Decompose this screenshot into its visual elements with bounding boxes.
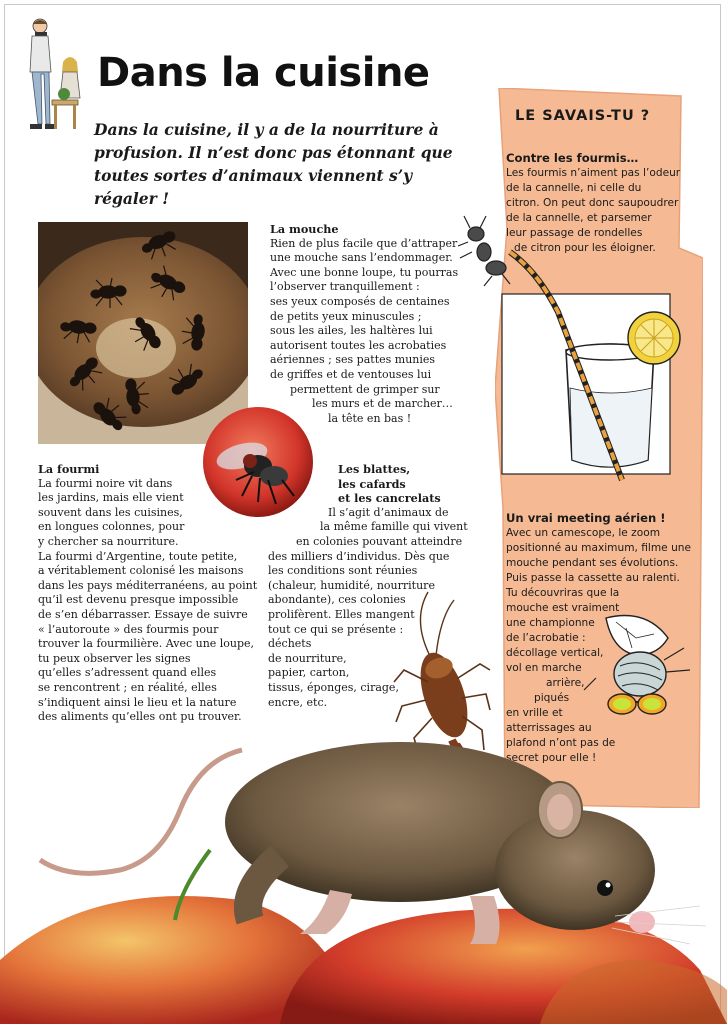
blattes-line: Il s’agit d’animaux de	[328, 505, 449, 519]
blattes-line: prolifèrent. Elles mangent	[268, 607, 415, 621]
meeting-tip-line: une championne	[506, 617, 595, 629]
mouche-line: ses yeux composés de centaines	[270, 294, 450, 308]
mouche-line: permettent de grimper sur	[290, 382, 440, 396]
meeting-tip-line: décollage vertical,	[506, 647, 604, 659]
blattes-line: tout ce qui se présente :	[268, 622, 404, 636]
mouche-heading: La mouche	[270, 222, 339, 236]
fly-drawing-icon	[576, 608, 696, 720]
mouche-line: Rien de plus facile que d’attraper	[270, 236, 458, 250]
blattes-heading: et les cancrelats	[338, 491, 441, 506]
fourmi-line: tu peux observer les signes	[38, 651, 191, 665]
fourmi-line: dans les pays méditerranéens, au point	[38, 578, 258, 592]
fourmi-line: les jardins, mais elle vient	[38, 491, 184, 505]
blattes-line: (chaleur, humidité, nourriture	[268, 578, 435, 592]
mouche-line: Avec une bonne loupe, tu pourras	[270, 265, 459, 279]
fourmi-line: La fourmi noire vit dans	[38, 476, 173, 490]
mouche-line: sous les ailes, les haltères lui	[270, 324, 433, 338]
fourmi-heading: La fourmi	[38, 462, 100, 476]
blattes-line: papier, carton,	[268, 666, 350, 680]
meeting-tip-line: piqués	[534, 692, 570, 704]
meeting-tip-line: plafond n’ont pas de	[506, 737, 616, 749]
page-title: Dans la cuisine	[97, 50, 430, 96]
fourmis-tip-heading: Contre les fourmis…	[506, 151, 639, 165]
blattes-heading: les cafards	[338, 476, 406, 491]
blattes-line: en colonies pouvant atteindre	[296, 534, 463, 548]
meeting-tip-line: mouche est vraiment	[506, 602, 620, 614]
mouche-line: l’observer tranquillement :	[270, 280, 420, 294]
fourmis-tip-line: leur passage de rondelles	[506, 227, 643, 239]
fourmi-line: souvent dans les cuisines,	[38, 505, 183, 519]
meeting-tip-line: Avec un camescope, le zoom	[506, 527, 661, 539]
blattes-line: tissus, éponges, cirage,	[268, 680, 399, 694]
intro-text: Dans la cuisine, il y a de la nourriture à profusion. Il n’est donc pas étonnant que toutes sortes d’animaux viennent s’y régaler !	[94, 120, 453, 208]
fourmi-line: La fourmi d’Argentine, toute petite,	[38, 549, 238, 563]
blattes-line: abondante), ces colonies	[268, 593, 406, 607]
blattes-line: de nourriture,	[268, 651, 347, 665]
fourmis-tip-line: Les fourmis n’aiment pas l’odeur	[506, 167, 681, 179]
mouche-line: la tête en bas !	[328, 411, 412, 425]
mouche-line: autorisent toutes les acrobaties	[270, 338, 447, 352]
meeting-tip-line: mouche pendant ses évolutions.	[506, 557, 679, 569]
meeting-tip-line: en vrille et	[506, 707, 563, 719]
fourmi-line: « l’autoroute » des fourmis pour	[38, 622, 219, 636]
mouche-line: aériennes ; ses pattes munies	[270, 353, 436, 367]
meeting-tip-line: atterrissages au	[506, 722, 592, 734]
fourmi-line: trouver la fourmilière. Avec une loupe,	[38, 637, 255, 651]
mouche-line: de petits yeux minuscules ;	[270, 309, 422, 323]
meeting-tip-line: arrière,	[546, 677, 585, 689]
meeting-tip-heading: Un vrai meeting aérien !	[506, 511, 666, 525]
mouche-line: les murs et de marcher…	[312, 397, 453, 411]
sidebar-title: LE SAVAIS-TU ?	[515, 108, 651, 124]
fourmis-tip-line: de la cannelle, et parsemer	[506, 212, 652, 224]
mouche-section	[270, 222, 470, 426]
mouche-line: de griffes et de ventouses lui	[270, 367, 432, 381]
fourmi-line: se rencontrent ; en réalité, elles	[38, 680, 217, 694]
meeting-tip-line: de l’acrobatie :	[506, 632, 586, 644]
glass-drawing-icon	[458, 212, 698, 482]
blattes-line: déchets	[268, 637, 312, 651]
meeting-tip-line: secret pour elle !	[506, 752, 597, 764]
fourmi-line: s’indiquent ainsi le lieu et la nature	[38, 695, 237, 709]
meeting-tip-line: Puis passe la cassette au ralenti.	[506, 572, 680, 584]
fourmi-line: qu’il est devenu presque impossible	[38, 593, 239, 607]
fourmi-line: qu’elles s’adressent quand elles	[38, 666, 217, 680]
blattes-heading: Les blattes,	[338, 462, 411, 476]
blattes-section	[268, 462, 483, 710]
meeting-tip-line: vol en marche	[506, 662, 582, 674]
fourmi-section	[38, 462, 258, 725]
children-illustration-icon	[18, 14, 90, 132]
blattes-line: les conditions sont réunies	[268, 564, 418, 578]
mouche-line: une mouche sans l’endommager.	[270, 251, 453, 265]
blattes-line: des milliers d’individus. Dès que	[268, 549, 450, 563]
fourmis-tip-line: de la cannelle, ni celle du	[506, 182, 642, 194]
fourmi-line: a véritablement colonisé les maisons	[38, 564, 244, 578]
meeting-tip-line: Tu découvriras que la	[506, 587, 620, 599]
fourmis-tip-line: citron. On peut donc saupoudrer	[506, 197, 679, 209]
fourmi-line: des aliments qu’elles ont pu trouver.	[38, 710, 242, 724]
fourmi-line: en longues colonnes, pour	[38, 520, 185, 534]
blattes-line: encre, etc.	[268, 695, 328, 709]
fourmi-line: y chercher sa nourriture.	[38, 534, 179, 548]
fourmis-tip-line: de citron pour les éloigner.	[514, 242, 656, 254]
meeting-tip-line: positionné au maximum, filme une	[506, 542, 692, 554]
fourmi-line: de s’en débarrasser. Essaye de suivre	[38, 607, 248, 621]
mouse-photo-icon	[0, 730, 727, 1024]
blattes-line: la même famille qui vivent	[320, 520, 468, 534]
